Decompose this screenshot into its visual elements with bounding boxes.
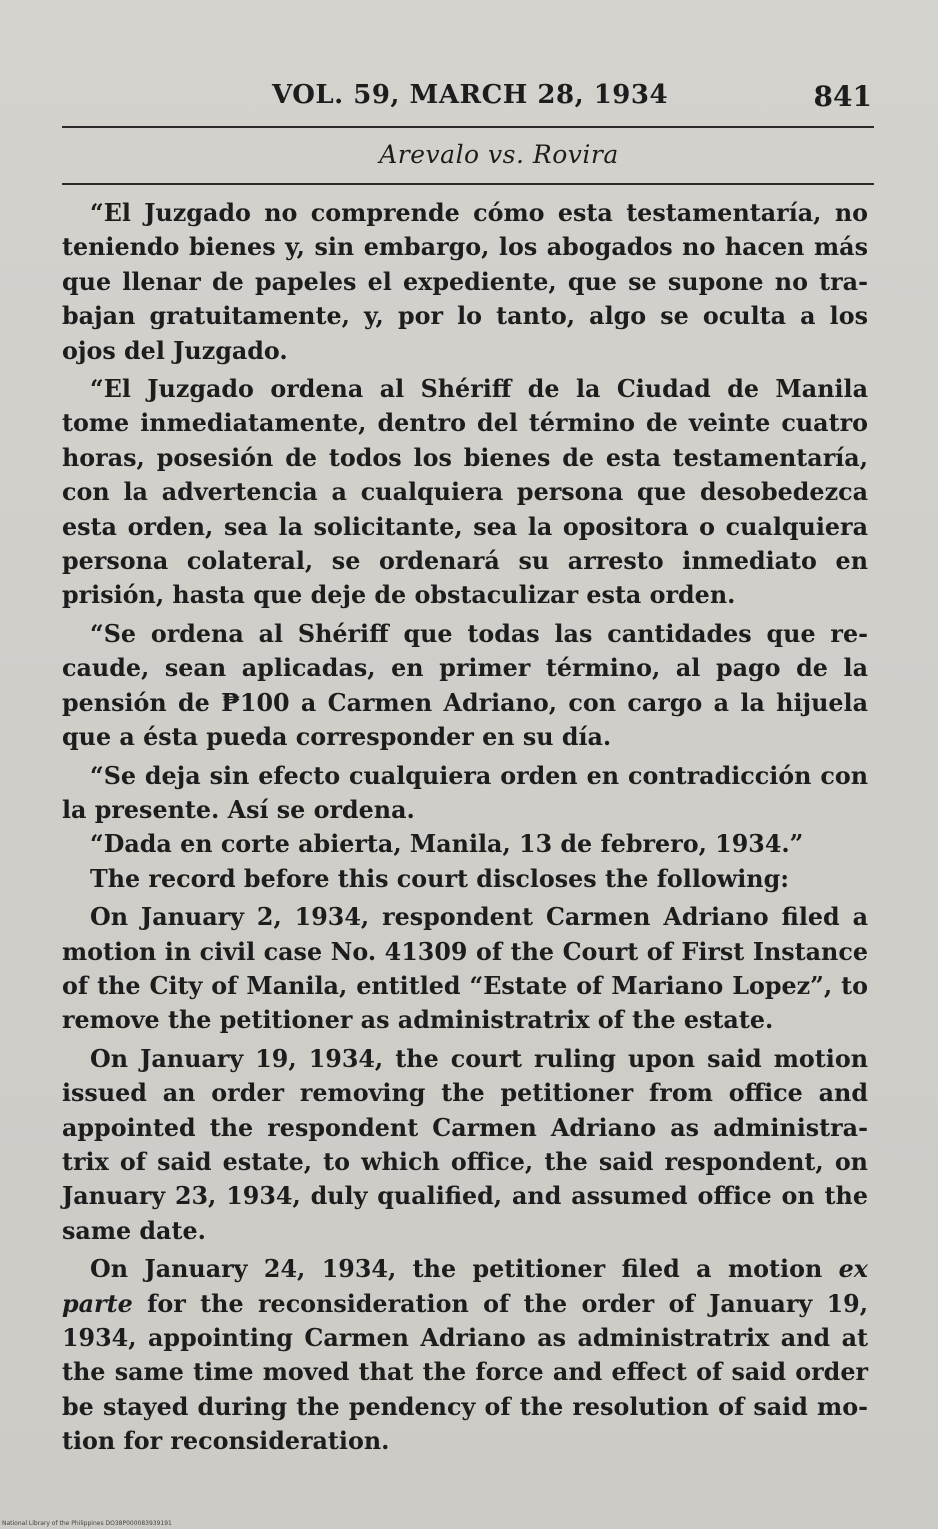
paragraph-9-end: for the reconsideration of the order of January 19, 1934, appointing Carmen Adriano as administratrix and at the same time moved that the force and effect of said order be stayed during the pendency of the resolution of said motion for reconsideration. — [62, 1289, 868, 1456]
body-text — [62, 196, 868, 1463]
paragraph-9 — [62, 1252, 868, 1458]
paragraph-6: The record before this court discloses the following: — [90, 864, 790, 893]
page-number: 841 — [813, 80, 872, 113]
paragraph-2: “El Juzgado ordena al Shériff de la Ciudad de Manila tome inmediatamente, dentro del término de veinte cuatro horas, posesión de todos los bienes de esta testamentaría, con la advertencia a cualquiera persona que desobedezca esta orden, sea la solicitante, sea la opositora o cualquiera persona colateral, se ordenará su arresto inmediato en prisión, hasta que deje de obstaculizar esta orden. — [62, 375, 868, 610]
paragraph-5: “Dada en corte abierta, Manila, 13 de febrero, 1934.” — [90, 830, 804, 859]
paragraph-9-italic: ex parte — [62, 1255, 868, 1318]
header-rule — [62, 126, 874, 128]
paragraph-8: On January 19, 1934, the court ruling upon said motion issued an order removing the petitioner from office and appointed the respondent Carmen Adriano as administratrix of said estate, to which office, the said respondent, on January 23, 1934, duly qualified, and assumed office on the same date. — [62, 1044, 868, 1245]
paragraph-3: “Se ordena al Shériff que todas las cantidades que recaude, sean aplicadas, en primer término, al pago de la pensión de ₱100 a Carmen Adriano, con cargo a la hijuela que a ésta pueda corresponder en su día. — [62, 619, 868, 752]
running-title: VOL. 59, MARCH 28, 1934 — [272, 80, 669, 110]
title-rule — [62, 183, 874, 185]
paragraph-1: “El Juzgado no comprende cómo esta testamentaría, no teniendo bienes y, sin embargo, los abogados no hacen más que llenar de papeles el expediente, que se supone no trabajan gratuitamente, y, por lo tanto, algo se oculta a los ojos del Juzgado. — [62, 199, 868, 365]
running-header — [62, 80, 876, 120]
footer-note: National Library of the Philippines DO38P000083939191 — [2, 1520, 172, 1527]
paragraph-9-start: On January 24, 1934, the petitioner filed a motion — [90, 1255, 839, 1284]
paragraph-7: On January 2, 1934, respondent Carmen Adriano filed a motion in civil case No. 41309 of the Court of First Instance of the City of Manila, entitled “Estate of Mariano Lopez”, to remove the petitioner as administratrix of the estate. — [62, 903, 868, 1035]
case-title: Arevalo vs. Rovira — [379, 140, 619, 169]
paragraph-4: “Se deja sin efecto cualquiera orden en contradicción con la presente. Así se ordena. — [62, 761, 868, 824]
